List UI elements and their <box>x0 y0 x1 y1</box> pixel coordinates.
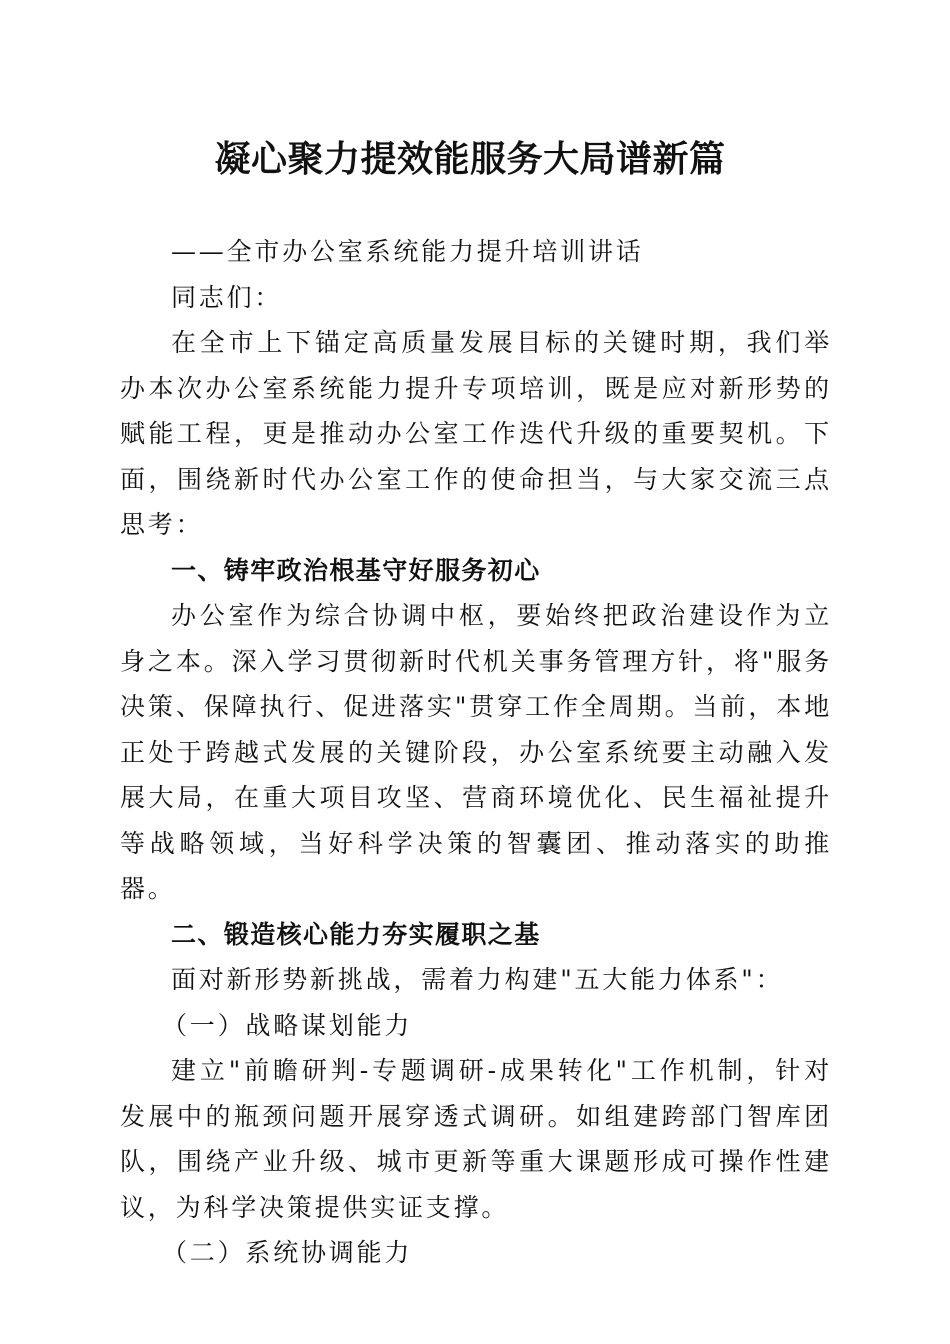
document-body <box>120 229 832 1276</box>
section-2-intro: 面对新形势新挑战，需着力构建"五大能力体系"： <box>171 965 784 994</box>
section-1-heading: 一、铸牢政治根基守好服务初心 <box>171 555 541 585</box>
salutation: 同志们： <box>171 282 283 312</box>
subsection-1-heading: （一）战略谋划能力 <box>162 1010 413 1040</box>
subsection-2-heading: （二）系统协调能力 <box>162 1238 413 1267</box>
document-subtitle: ——全市办公室系统能力提升培训讲话 <box>171 237 644 266</box>
section-1-paragraph: 办公室作为综合协调中枢，要始终把政治建设作为立身之本。深入学习贯彻新时代机关事务管理方针，将"服务决策、保障执行、促进落实"贯穿工作全周期。当前，本地正处于跨越式发展的关键阶段，办公室系统要主动融入发展大局，在重大项目攻坚、营商环境优化、民生福祉提升等战略领域，当好科学决策的智囊团、推动落实的助推器。 <box>120 601 832 903</box>
subsection-1-paragraph: 建立"前瞻研判-专题调研-成果转化"工作机制，针对发展中的瓶颈问题开展穿透式调研。如组建跨部门智库团队，围绕产业升级、城市更新等重大课题形成可操作性建议，为科学决策提供实证支撑。 <box>120 1056 832 1222</box>
intro-paragraph: 在全市上下锚定高质量发展目标的关键时期，我们举办本次办公室系统能力提升专项培训，既是应对新形势的赋能工程，更是推动办公室工作迭代升级的重要契机。下面，围绕新时代办公室工作的使命担当，与大家交流三点思考： <box>120 328 832 539</box>
document-title: 凝心聚力提效能服务大局谱新篇 <box>214 138 726 180</box>
section-2-heading: 二、锻造核心能力夯实履职之基 <box>171 919 541 949</box>
